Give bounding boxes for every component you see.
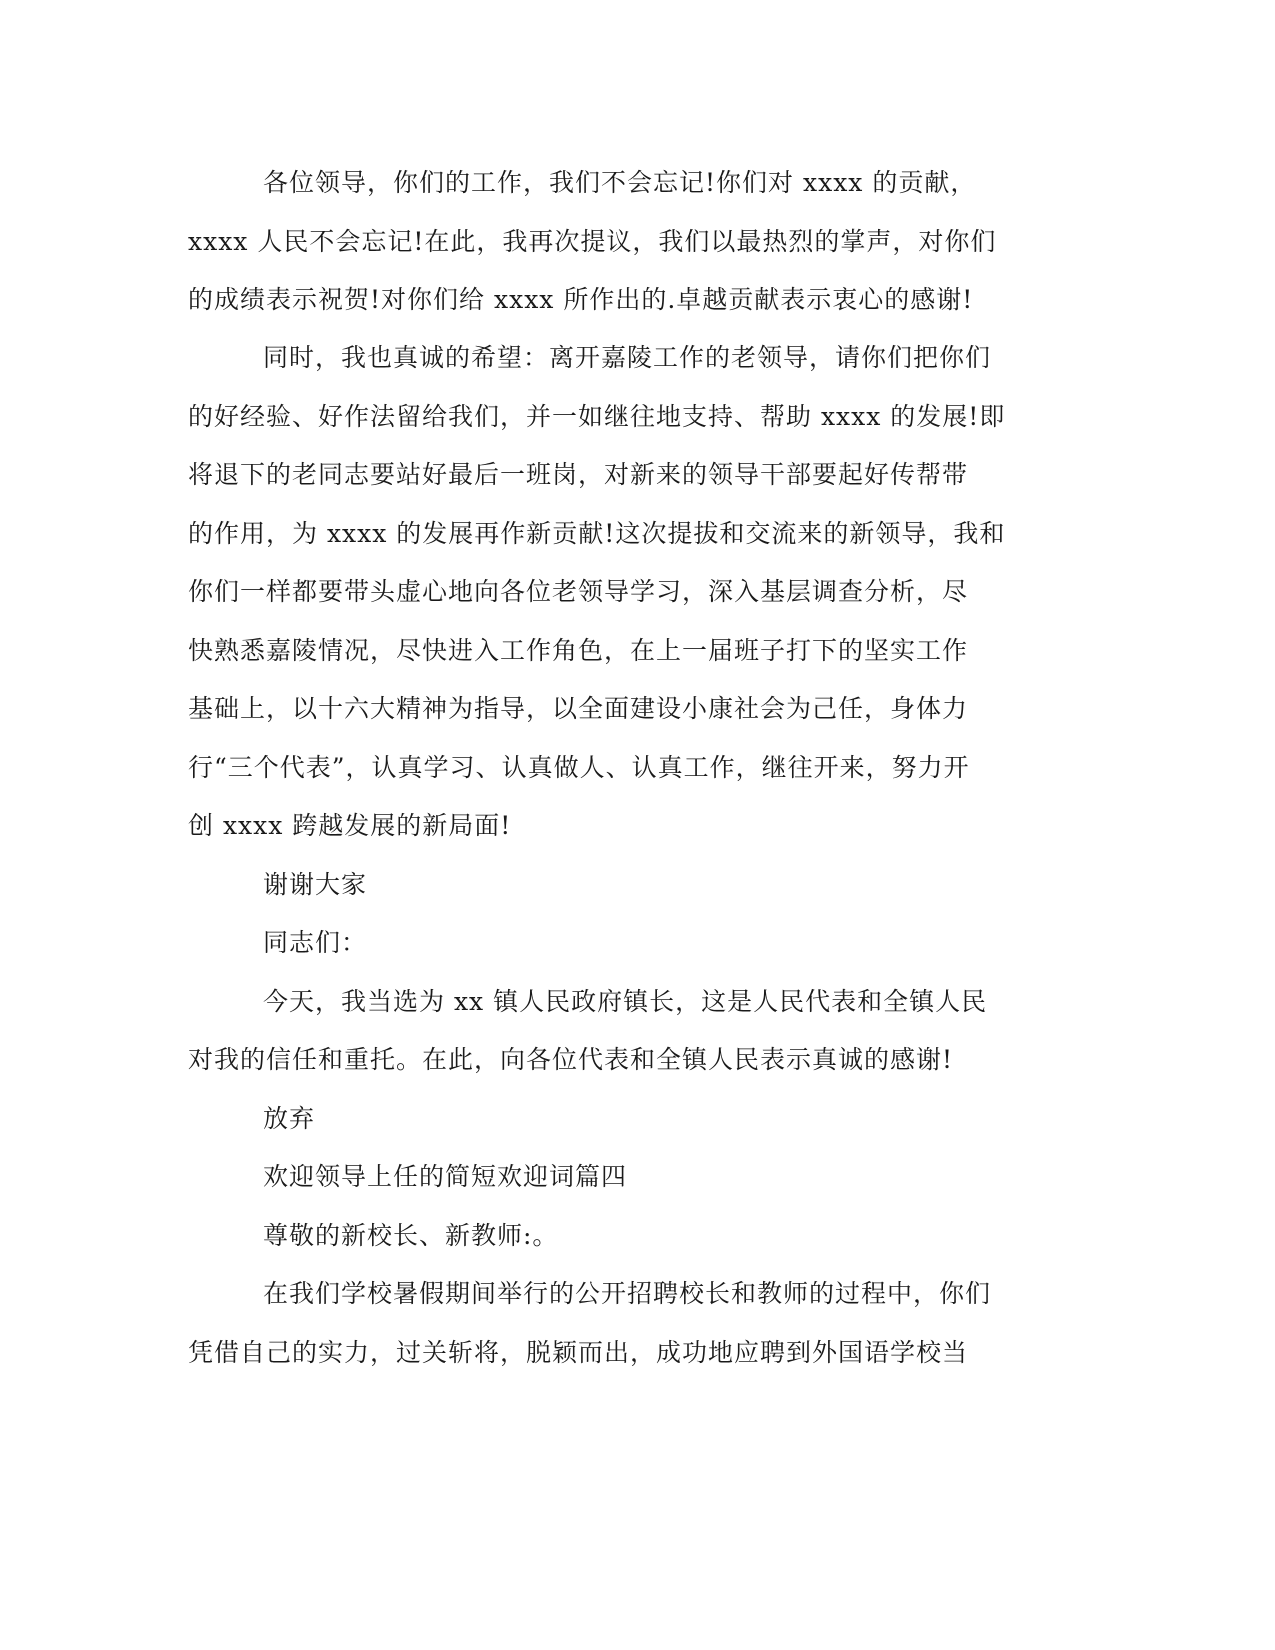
paragraph-line: 同志们： [263, 928, 368, 957]
paragraph-line: 创 xxxx 跨越发展的新局面! [188, 811, 512, 840]
paragraph-line: 行“三个代表”，认真学习、认真做人、认真工作，继往开来，努力开 [188, 753, 970, 782]
paragraph-line: 放弃 [263, 1104, 316, 1133]
paragraph-line: 同时，我也真诚的希望：离开嘉陵工作的老领导，请你们把你们 [263, 343, 992, 372]
paragraph-line: 谢谢大家 [263, 870, 368, 899]
paragraph-line: 对我的信任和重托。在此，向各位代表和全镇人民表示真诚的感谢! [188, 1045, 954, 1074]
paragraph-line: 的成绩表示祝贺!对你们给 xxxx 所作出的.卓越贡献表示衷心的感谢! [188, 285, 974, 314]
paragraph-line: 尊敬的新校长、新教师:。 [263, 1221, 559, 1250]
paragraph-line: 今天，我当选为 xx 镇人民政府镇长，这是人民代表和全镇人民 [263, 987, 988, 1016]
paragraph-line: 凭借自己的实力，过关斩将，脱颖而出，成功地应聘到外国语学校当 [188, 1338, 969, 1367]
paragraph-line: 的好经验、好作法留给我们，并一如继往地支持、帮助 xxxx 的发展!即 [188, 402, 1006, 431]
paragraph-line: 将退下的老同志要站好最后一班岗，对新来的领导干部要起好传帮带 [188, 460, 969, 489]
paragraph-line: 的作用，为 xxxx 的发展再作新贡献!这次提拔和交流来的新领导，我和 [188, 519, 1006, 548]
paragraph-line: 快熟悉嘉陵情况，尽快进入工作角色，在上一届班子打下的坚实工作 [188, 636, 969, 665]
paragraph-line: 你们一样都要带头虚心地向各位老领导学习，深入基层调查分析，尽 [188, 577, 969, 606]
paragraph-line: 在我们学校暑假期间举行的公开招聘校长和教师的过程中，你们 [263, 1279, 992, 1308]
section-heading: 欢迎领导上任的简短欢迎词篇四 [263, 1162, 628, 1191]
paragraph-line: 各位领导，你们的工作，我们不会忘记!你们对 xxxx 的贡献， [263, 168, 977, 197]
paragraph-line: xxxx 人民不会忘记!在此，我再次提议，我们以最热烈的掌声，对你们 [188, 227, 997, 256]
paragraph-line: 基础上，以十六大精神为指导，以全面建设小康社会为己任，身体力 [188, 694, 969, 723]
